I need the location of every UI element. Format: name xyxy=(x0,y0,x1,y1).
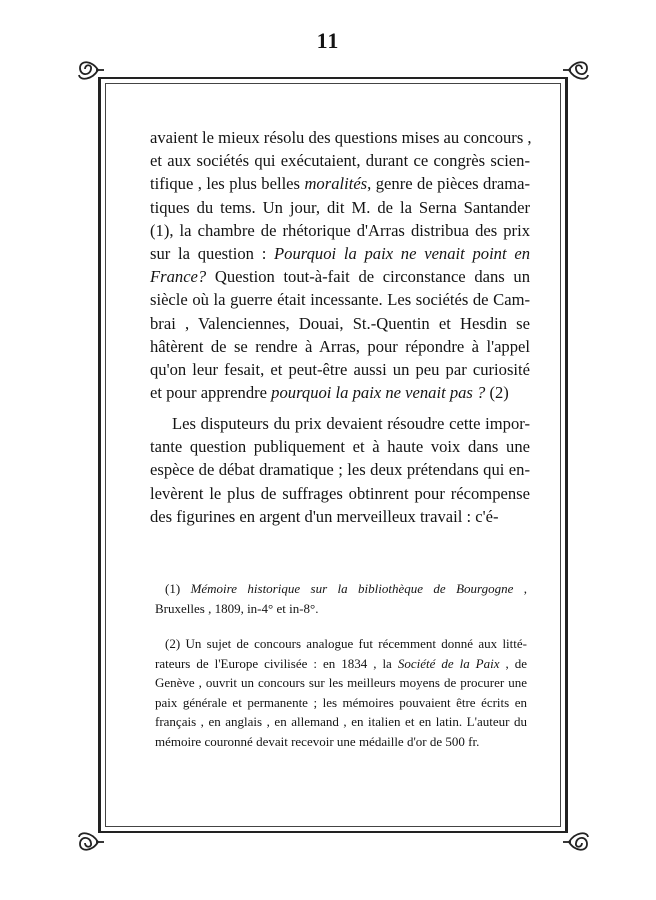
text-line: siècle où la guerre était incessante. Les sociétés de Cam- xyxy=(150,290,530,310)
text-line: hâtèrent de se rendre à Arras, pour répondre à l'appel xyxy=(150,336,530,356)
text-line: France? Question tout-à-fait de circonstance dans un xyxy=(150,267,530,287)
page-number: 11 xyxy=(316,28,340,53)
text-line: et aux sociétés qui exécutaient, durant ce congrès scien- xyxy=(150,151,530,171)
text-line: Les disputeurs du prix devaient résoudre cette impor- xyxy=(172,414,530,433)
text-line: sur la question : Pourquoi la paix ne venait point en xyxy=(150,244,530,264)
text-line: tiques du tems. Un jour, dit M. de la Serna Santander xyxy=(150,197,530,217)
text-line: Bruxelles , 1809, in-4° et in-8°. xyxy=(155,600,319,616)
footnote xyxy=(155,579,527,618)
paragraph xyxy=(150,412,530,528)
italic-text: Société de la Paix xyxy=(397,655,500,671)
text-line: des figurines en argent d'un merveilleux travail : c'é- xyxy=(150,506,499,526)
italic-text: France? xyxy=(150,267,207,287)
text-line: et pour apprendre pourquoi la paix ne venait pas ? (2) xyxy=(150,383,509,403)
text-line: tante question publiquement et à haute voix dans une xyxy=(150,437,530,457)
text-line: français , en anglais , en allemand , en italien et en latin. L'auteur du xyxy=(155,714,527,730)
text-line: rateurs de l'Europe civilisée : en 1834 , la Société de la Paix , de xyxy=(155,655,527,671)
text-line: espèce de débat dramatique ; les deux prétendans qui en- xyxy=(150,460,530,480)
italic-text: pourquoi la paix ne venait pas ? xyxy=(271,383,486,403)
text-line: mémoire couronné devait recevoir une médaille d'or de 500 fr. xyxy=(155,733,480,749)
text-line: qu'on leur fesait, et peut-être aussi un peu par curiosité xyxy=(150,360,530,380)
text-line: tifique , les plus belles moralités, genre de pièces drama- xyxy=(150,174,531,194)
footnote xyxy=(155,634,527,752)
text-line: paix générale et permanente ; les mémoires pouvaient être écrits en xyxy=(155,694,527,710)
text-line: levèrent le plus de suffrages obtinrent pour récompense xyxy=(150,483,530,503)
text-line: (1) Mémoire historique sur la bibliothèque de Bourgogne , xyxy=(165,581,527,596)
text-line: (2) Un sujet de concours analogue fut récemment donné aux litté- xyxy=(165,636,527,651)
paragraph xyxy=(150,126,530,404)
text-line: (1), la chambre de rhétorique d'Arras distribua des prix xyxy=(150,220,530,240)
italic-text: Pourquoi la paix ne venait point en xyxy=(274,244,530,264)
italic-text: Mémoire historique sur la bibliothèque de Bourgogne xyxy=(190,581,514,596)
text-line: avaient le mieux résolu des questions mises au concours , xyxy=(150,128,532,147)
italic-text: moralités xyxy=(304,174,368,194)
text-line: Genève , ouvrit un concours sur les meilleurs moyens de procurer une xyxy=(155,675,527,691)
text-line: brai , Valenciennes, Douai, St.-Quentin et Hesdin se xyxy=(150,313,530,333)
